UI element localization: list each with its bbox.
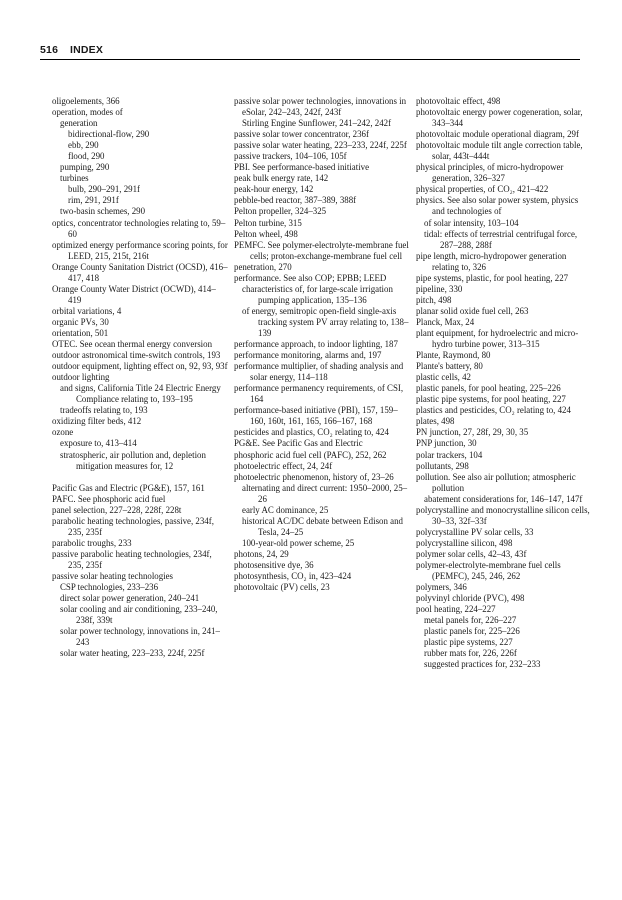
index-subentry: abatement considerations for, 146–147, 147f bbox=[424, 493, 583, 504]
index-entry: photovoltaic module tilt angle correction table, solar, 443t–444t bbox=[416, 140, 583, 162]
index-subentry: of energy, semitropic open-field single-axis tracking system PV array relating to, 138–139 bbox=[242, 305, 409, 338]
index-entry: outdoor lighting bbox=[52, 372, 110, 383]
index-subentry: 100-year-old power scheme, 25 bbox=[242, 537, 355, 548]
index-entry: penetration, 270 bbox=[234, 261, 292, 272]
index-entry: performance approach, to indoor lighting, 187 bbox=[234, 339, 398, 350]
index-subentry: solar cooling and air conditioning, 233–240, 238f, 339t bbox=[60, 604, 218, 626]
index-entry: polymer solar cells, 42–43, 43f bbox=[416, 548, 527, 559]
index-entry: photosensitive dye, 36 bbox=[234, 559, 314, 570]
index-entry: Pelton turbine, 315 bbox=[234, 217, 302, 228]
index-subentry: characteristics of, for large-scale irrigation pumping application, 135–136 bbox=[242, 283, 393, 305]
index-entry: Orange County Water District (OCWD), 414–419 bbox=[52, 283, 216, 305]
index-entry: passive solar power technologies, innovations in bbox=[234, 96, 407, 106]
index-entry: pipe length, micro-hydropower generation relating to, 326 bbox=[416, 250, 567, 272]
index-entry: polymer-electrolyte-membrane fuel cells (PEMFC), 245, 246, 262 bbox=[416, 559, 561, 582]
index-subentry: generation bbox=[60, 118, 98, 129]
index-entry: OTEC. See ocean thermal energy conversion bbox=[52, 339, 213, 350]
index-subentry: plastic panels for, 225–226 bbox=[424, 626, 520, 637]
index-subentry: Stirling Engine Sunflower, 241–242, 242f bbox=[242, 118, 392, 129]
index-subentry: metal panels for, 226–227 bbox=[424, 615, 517, 626]
index-subentry: tradeoffs relating to, 193 bbox=[60, 405, 148, 416]
index-entry: plastic cells, 42 bbox=[416, 372, 471, 383]
index-entry: Plante's battery, 80 bbox=[416, 361, 483, 372]
index-entry: polyvinyl chloride (PVC), 498 bbox=[416, 593, 525, 604]
page-number: 516 bbox=[40, 44, 59, 56]
index-entry: Orange County Sanitation District (OCSD), 416–417, 418 bbox=[52, 261, 228, 283]
index-entry: parabolic heating technologies, passive, 234f, 235, 235f bbox=[52, 515, 214, 537]
index-subentry: suggested practices for, 232–233 bbox=[424, 659, 541, 670]
index-subentry: flood, 290 bbox=[68, 151, 105, 162]
index-entry: panel selection, 227–228, 228f, 228t bbox=[52, 504, 182, 515]
index-entry: photosynthesis, CO₂ in, 423–424 bbox=[234, 571, 352, 582]
index-entry: PBI. See performance-based initiative bbox=[234, 162, 370, 173]
index-subentry: rim, 291, 291f bbox=[68, 195, 119, 206]
index-entry: performance. See also COP; EPBB; LEED bbox=[234, 272, 387, 283]
index-entry: pipeline, 330 bbox=[416, 283, 463, 294]
index-entry: polycrystalline silicon, 498 bbox=[416, 537, 513, 548]
index-subentry: pumping, 290 bbox=[60, 162, 110, 173]
index-subentry: solar water heating, 223–233, 224f, 225f bbox=[60, 648, 205, 659]
index-column-3 bbox=[416, 96, 592, 670]
index-entry: polymers, 346 bbox=[416, 582, 467, 593]
index-entry: polycrystalline PV solar cells, 33 bbox=[416, 526, 534, 537]
index-entry: passive trackers, 104–106, 105f bbox=[234, 151, 347, 162]
index-column-1 bbox=[52, 96, 228, 659]
header-rule bbox=[40, 59, 580, 60]
index-entry: phosphoric acid fuel cell (PAFC), 252, 262 bbox=[234, 449, 387, 460]
index-entry: outdoor equipment, lighting effect on, 92, 93, 93f bbox=[52, 361, 228, 372]
index-entry: operation, modes of bbox=[52, 107, 123, 118]
index-entry: performance monitoring, alarms and, 197 bbox=[234, 350, 382, 361]
index-subentry: alternating and direct current: 1950–2000, 25–26 bbox=[242, 482, 408, 504]
index-subentry: ebb, 290 bbox=[68, 140, 99, 151]
index-entry: orbital variations, 4 bbox=[52, 305, 122, 316]
index-subentry: two-basin schemes, 290 bbox=[60, 206, 146, 217]
index-subentry: rubber mats for, 226, 226f bbox=[424, 648, 517, 659]
index-entry: physical properties, of CO₂, 421–422 bbox=[416, 184, 549, 195]
index-subentry: exposure to, 413–414 bbox=[60, 438, 137, 449]
index-entry: passive solar heating technologies bbox=[52, 571, 174, 582]
index-entry: plastic panels, for pool heating, 225–226 bbox=[416, 383, 561, 394]
index-entry: plastic pipe systems, for pool heating, 227 bbox=[416, 394, 566, 405]
index-entry: photoelectric phenomenon, history of, 23–26 bbox=[234, 471, 394, 482]
section-gap bbox=[52, 472, 228, 483]
running-header bbox=[40, 44, 580, 60]
index-entry: pipe systems, plastic, for pool heating, 227 bbox=[416, 272, 569, 283]
index-entry: PNP junction, 30 bbox=[416, 438, 477, 449]
index-entry: organic PVs, 30 bbox=[52, 316, 109, 327]
index-entry: physical principles, of micro-hydropower generation, 326–327 bbox=[416, 162, 564, 184]
index-entry: plastics and pesticides, CO₂ relating to, 424 bbox=[416, 405, 571, 416]
index-entry: peak bulk energy rate, 142 bbox=[234, 173, 329, 184]
index-entry: passive solar tower concentrator, 236f bbox=[234, 129, 369, 140]
index-entry: plant equipment, for hydroelectric and micro-hydro turbine power, 313–315 bbox=[416, 327, 579, 350]
index-entry: oxidizing filter beds, 412 bbox=[52, 416, 142, 427]
index-column-2 bbox=[234, 96, 410, 593]
index-entry: planar solid oxide fuel cell, 263 bbox=[416, 305, 529, 316]
index-entry: passive solar water heating, 223–233, 224f, 225f bbox=[234, 140, 407, 151]
index-entry: photons, 24, 29 bbox=[234, 548, 289, 559]
index-entry: ozone bbox=[52, 427, 74, 438]
index-entry: pool heating, 224–227 bbox=[416, 604, 496, 615]
index-entry: plates, 498 bbox=[416, 416, 455, 427]
index-entry: orientation, 501 bbox=[52, 327, 109, 338]
index-subentry: turbines bbox=[60, 173, 89, 184]
index-entry: pesticides and plastics, CO₂ relating to, 424 bbox=[234, 427, 389, 438]
index-subentry: plastic pipe systems, 227 bbox=[424, 637, 513, 648]
index-entry: photoelectric effect, 24, 24f bbox=[234, 460, 333, 471]
index-entry: optimized energy performance scoring points, for LEED, 215, 215t, 216t bbox=[52, 239, 228, 261]
index-subentry: bulb, 290–291, 291f bbox=[68, 184, 140, 195]
index-entry: pebble-bed reactor, 387–389, 388f bbox=[234, 195, 357, 206]
index-entry: performance multiplier, of shading analysis and solar energy, 114–118 bbox=[234, 361, 404, 383]
index-entry: passive parabolic heating technologies, 234f, 235, 235f bbox=[52, 548, 212, 570]
index-entry: pollution. See also air pollution; atmospheric pollution bbox=[416, 471, 576, 493]
index-subentry: CSP technologies, 233–236 bbox=[60, 582, 159, 593]
index-entry: performance permanency requirements, of CSI, 164 bbox=[234, 383, 404, 405]
index-entry: photovoltaic energy power cogeneration, solar, 343–344 bbox=[416, 107, 583, 129]
index-entry: pollutants, 298 bbox=[416, 460, 469, 471]
index-subentry: of solar intensity, 103–104 bbox=[424, 217, 519, 228]
index-entry: photovoltaic module operational diagram, 29f bbox=[416, 129, 579, 140]
index-entry: PG&E. See Pacific Gas and Electric bbox=[234, 438, 363, 449]
index-subentry: solar power technology, innovations in, 241–243 bbox=[60, 626, 220, 648]
running-title: INDEX bbox=[70, 44, 104, 56]
index-subentry: direct solar power generation, 240–241 bbox=[60, 593, 200, 604]
index-entry: oligoelements, 366 bbox=[52, 96, 120, 106]
index-entry: polycrystalline and monocrystalline silicon cells, 30–33, 32f–33f bbox=[416, 504, 590, 526]
index-entry: outdoor astronomical time-switch controls, 193 bbox=[52, 350, 221, 361]
index-entry: parabolic troughs, 233 bbox=[52, 537, 132, 548]
index-entry: peak-hour energy, 142 bbox=[234, 184, 314, 195]
index-entry: Plante, Raymond, 80 bbox=[416, 350, 491, 361]
index-entry: photovoltaic effect, 498 bbox=[416, 96, 501, 106]
index-entry: polar trackers, 104 bbox=[416, 449, 483, 460]
index-entry: Planck, Max, 24 bbox=[416, 316, 475, 327]
index-subentry: bidirectional-flow, 290 bbox=[68, 129, 150, 140]
index-entry: Pelton propeller, 324–325 bbox=[234, 206, 327, 217]
index-entry: optics, concentrator technologies relating to, 59–60 bbox=[52, 217, 226, 239]
index-entry: photovoltaic (PV) cells, 23 bbox=[234, 582, 330, 593]
index-subentry: early AC dominance, 25 bbox=[242, 504, 329, 515]
index-entry: Pacific Gas and Electric (PG&E), 157, 161 bbox=[52, 482, 205, 493]
index-subentry: historical AC/DC debate between Edison and Tesla, 24–25 bbox=[242, 515, 403, 537]
index-subentry: eSolar, 242–243, 242f, 243f bbox=[242, 107, 342, 118]
index-entry: PEMFC. See polymer-electrolyte-membrane fuel cells; proton-exchange-membrane fuel cell bbox=[234, 239, 409, 261]
index-entry: PN junction, 27, 28f, 29, 30, 35 bbox=[416, 427, 529, 438]
index-entry: PAFC. See phosphoric acid fuel bbox=[52, 493, 166, 504]
index-entry: Pelton wheel, 498 bbox=[234, 228, 298, 239]
index-entry: physics. See also solar power system, physics and technologies of bbox=[416, 195, 579, 217]
index-subentry: stratospheric, air pollution and, depletion mitigation measures for, 12 bbox=[60, 449, 206, 471]
index-entry: performance-based initiative (PBI), 157, 159–160, 160t, 161, 165, 166–167, 168 bbox=[234, 405, 398, 427]
index-entry: pitch, 498 bbox=[416, 294, 452, 305]
index-subentry: and signs, California Title 24 Electric Energy Compliance relating to, 193–195 bbox=[60, 383, 221, 405]
index-subentry: tidal: effects of terrestrial centrifugal force, 287–288, 288f bbox=[424, 228, 578, 250]
